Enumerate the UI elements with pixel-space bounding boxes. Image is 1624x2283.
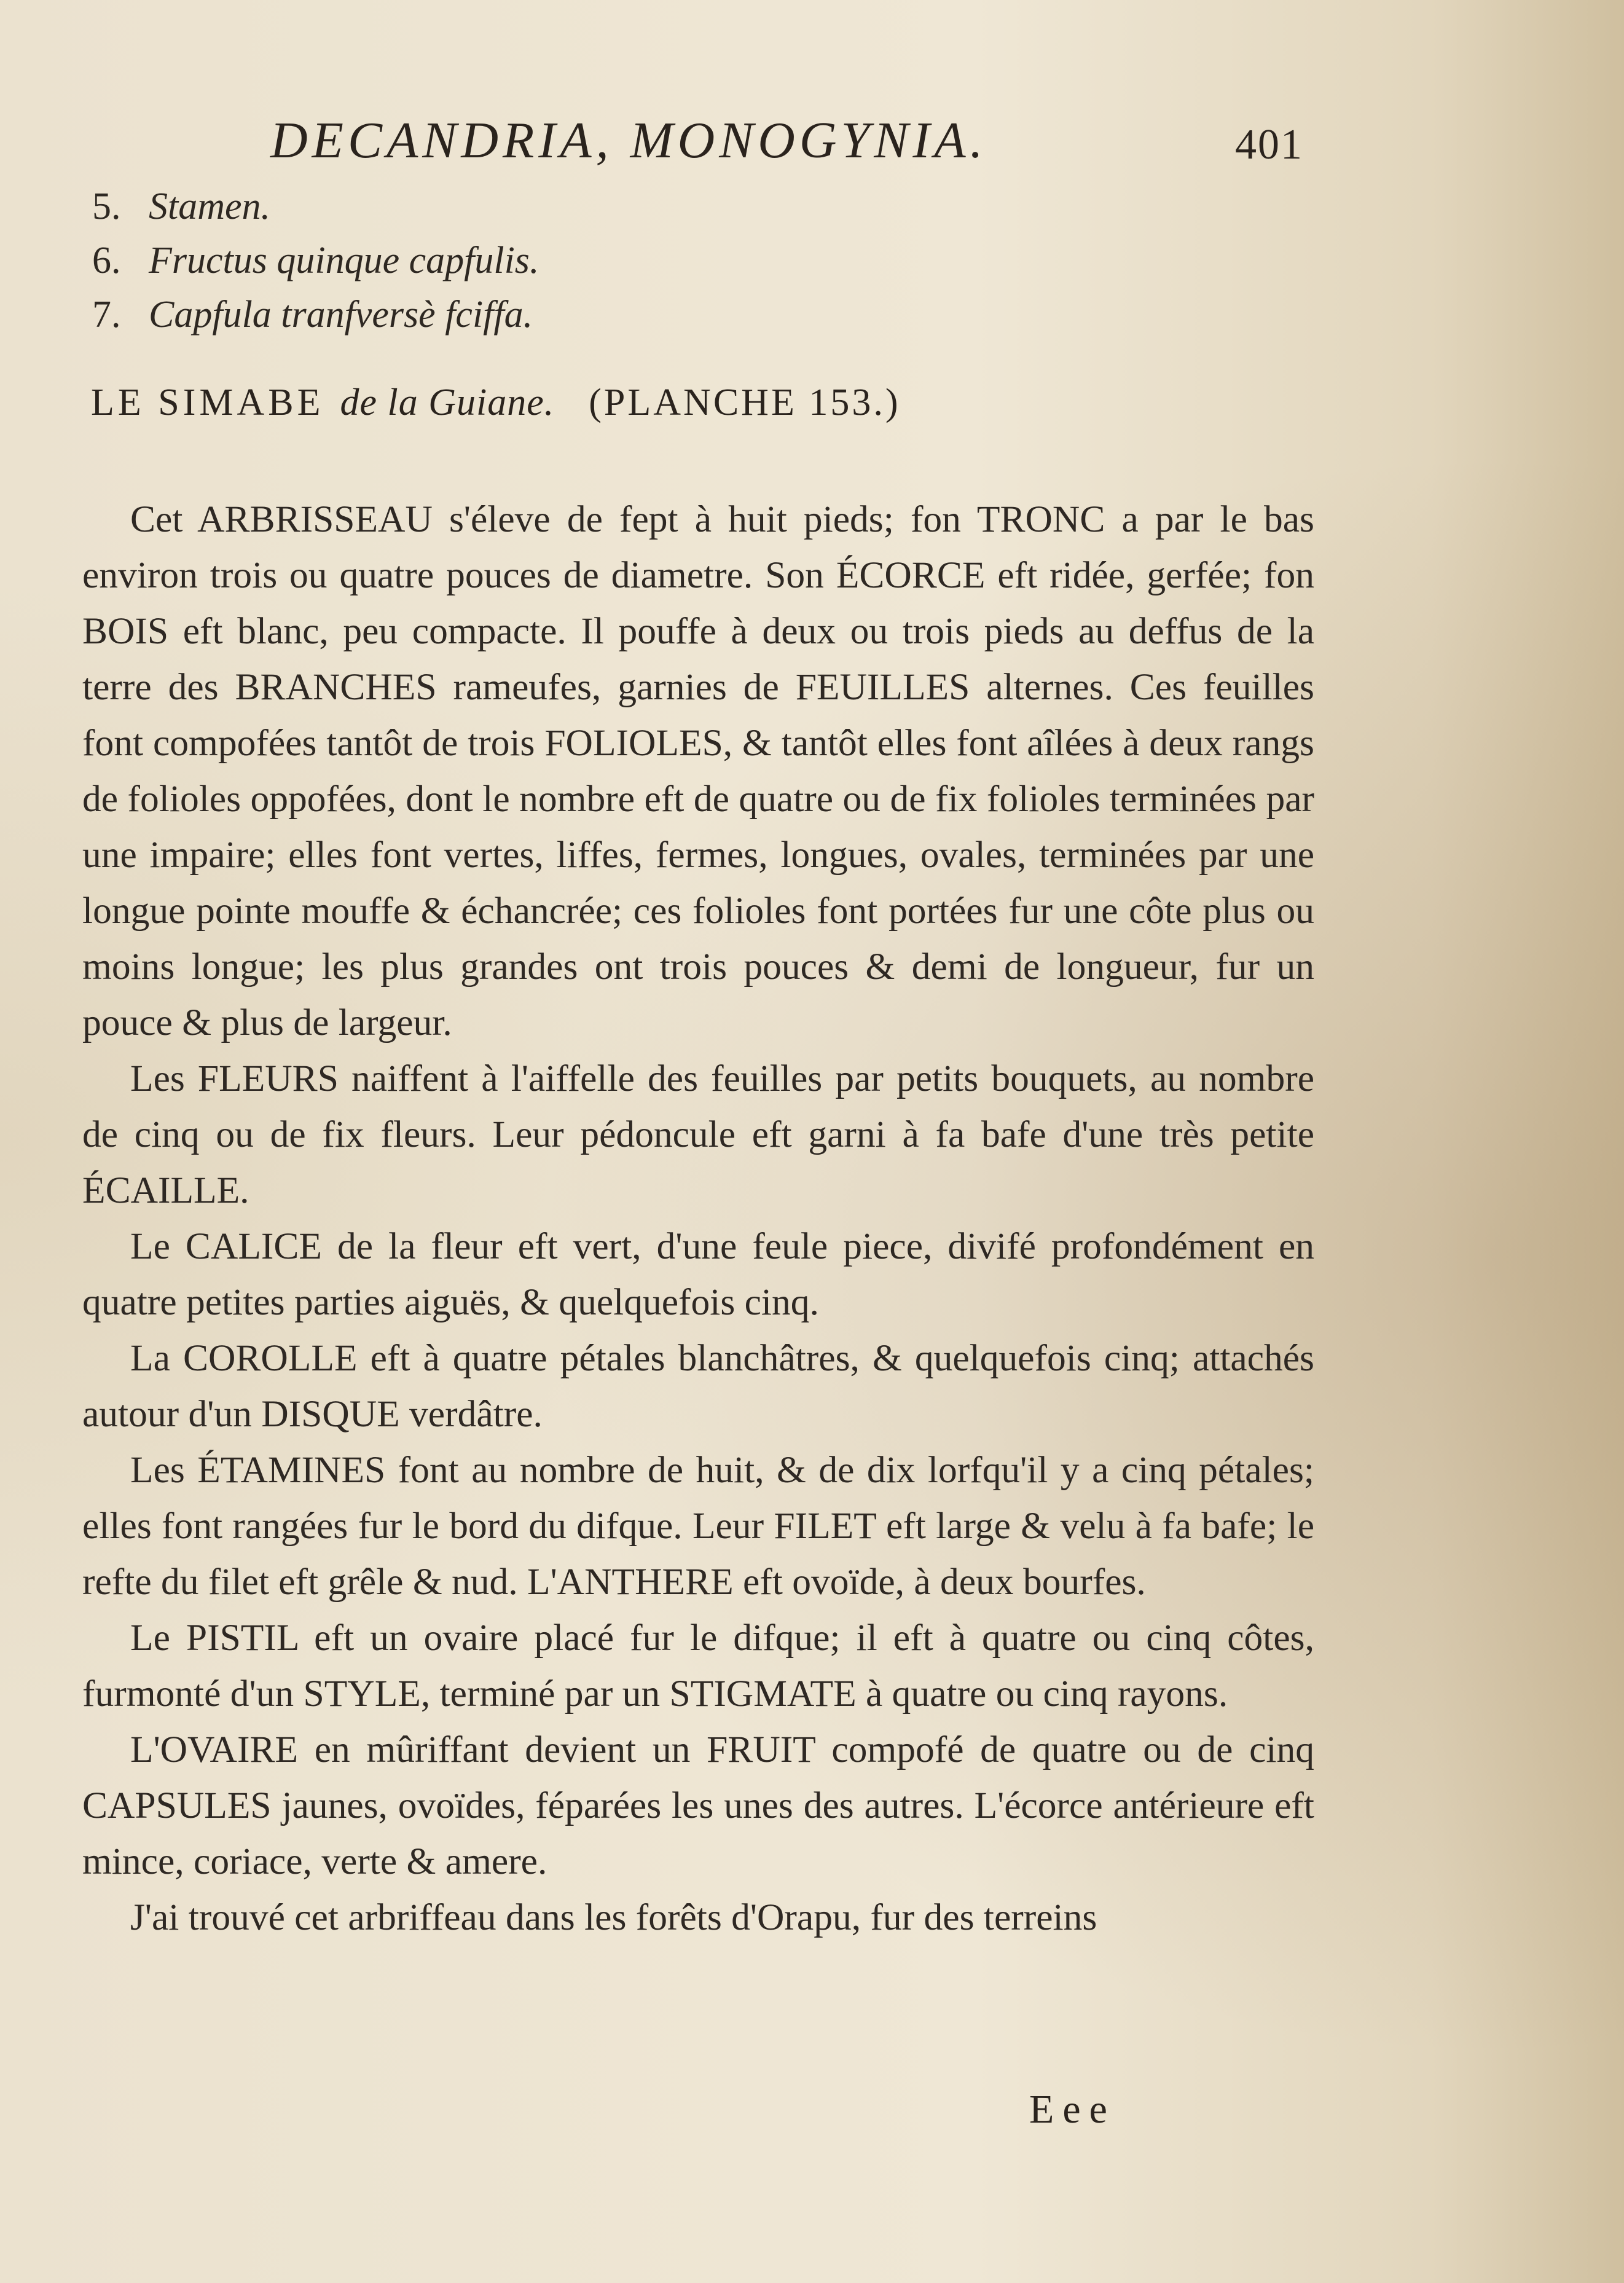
paragraph: L'OVAIRE en mûriffant devient un FRUIT compofé de quatre ou de cinq CAPSULES jaunes, ovoïdes, féparées les unes des autres. L'écorce antérieure eft mince, coriace, verte & amere. [82, 1729, 1314, 1882]
section-heading [91, 381, 900, 425]
description-body [82, 492, 1314, 1946]
species-locality: de la Guiane. [340, 382, 555, 423]
signature-mark: Eee [1029, 2087, 1116, 2132]
paragraph: La COROLLE eft à quatre pétales blanchâtres, & quelquefois cinq; attachés autour d'un DISQUE verdâtre. [82, 1337, 1314, 1435]
plate-figure-item [92, 234, 539, 288]
paragraph: Le CALICE de la fleur eft vert, d'une feule piece, divifé profondément en quatre petites parties aiguës, & quelquefois cinq. [82, 1225, 1314, 1323]
figure-number: 6. [92, 240, 121, 281]
plate-figure-item [92, 179, 539, 234]
plate-figure-list [92, 179, 539, 342]
figure-caption: Capfula tranfversè fciffa. [149, 294, 533, 336]
paragraph: Les ÉTAMINES font au nombre de huit, & de dix lorfqu'il y a cinq pétales; elles font rangées fur le bord du difque. Leur FILET eft large & velu à fa bafe; le refte du filet eft grêle & nud. L'ANTHERE eft ovoïde, à deux bourfes. [82, 1449, 1314, 1603]
species-name: LE SIMABE [91, 382, 324, 423]
plate-reference: (PLANCHE 153.) [589, 382, 901, 423]
figure-caption: Fructus quinque capfulis. [149, 240, 539, 281]
figure-caption: Stamen. [149, 186, 271, 227]
plate-figure-item [92, 288, 539, 342]
running-title: DECANDRIA, MONOGYNIA. [270, 112, 987, 169]
page-number: 401 [1235, 121, 1303, 168]
figure-number: 7. [92, 294, 121, 336]
paragraph: Les FLEURS naiffent à l'aiffelle des feuilles par petits bouquets, au nombre de cinq ou de fix fleurs. Leur pédoncule eft garni à fa bafe d'une très petite ÉCAILLE. [82, 1058, 1314, 1211]
paragraph: Cet ARBRISSEAU s'éleve de fept à huit pieds; fon TRONC a par le bas environ trois ou quatre pouces de diametre. Son ÉCORCE eft ridée, gerfée; fon BOIS eft blanc, peu compacte. Il pouffe à deux ou trois pieds au deffus de la terre des BRANCHES rameufes, garnies de FEUILLES alternes. Ces feuilles font compofées tantôt de trois FOLIOLES, & tantôt elles font aîlées à deux rangs de folioles oppofées, dont le nombre eft de quatre ou de fix folioles terminées par une impaire; elles font vertes, liffes, fermes, longues, ovales, terminées par une longue pointe mouffe & échancrée; ces folioles font portées fur une côte plus ou moins longue; les plus grandes ont trois pouces & demi de longueur, fur un pouce & plus de largeur. [82, 498, 1314, 1043]
paragraph: Le PISTIL eft un ovaire placé fur le difque; il eft à quatre ou cinq côtes, furmonté d'un STYLE, terminé par un STIGMATE à quatre ou cinq rayons. [82, 1617, 1314, 1715]
figure-number: 5. [92, 186, 121, 227]
paragraph: J'ai trouvé cet arbriffeau dans les forêts d'Orapu, fur des terreins [130, 1896, 1097, 1938]
